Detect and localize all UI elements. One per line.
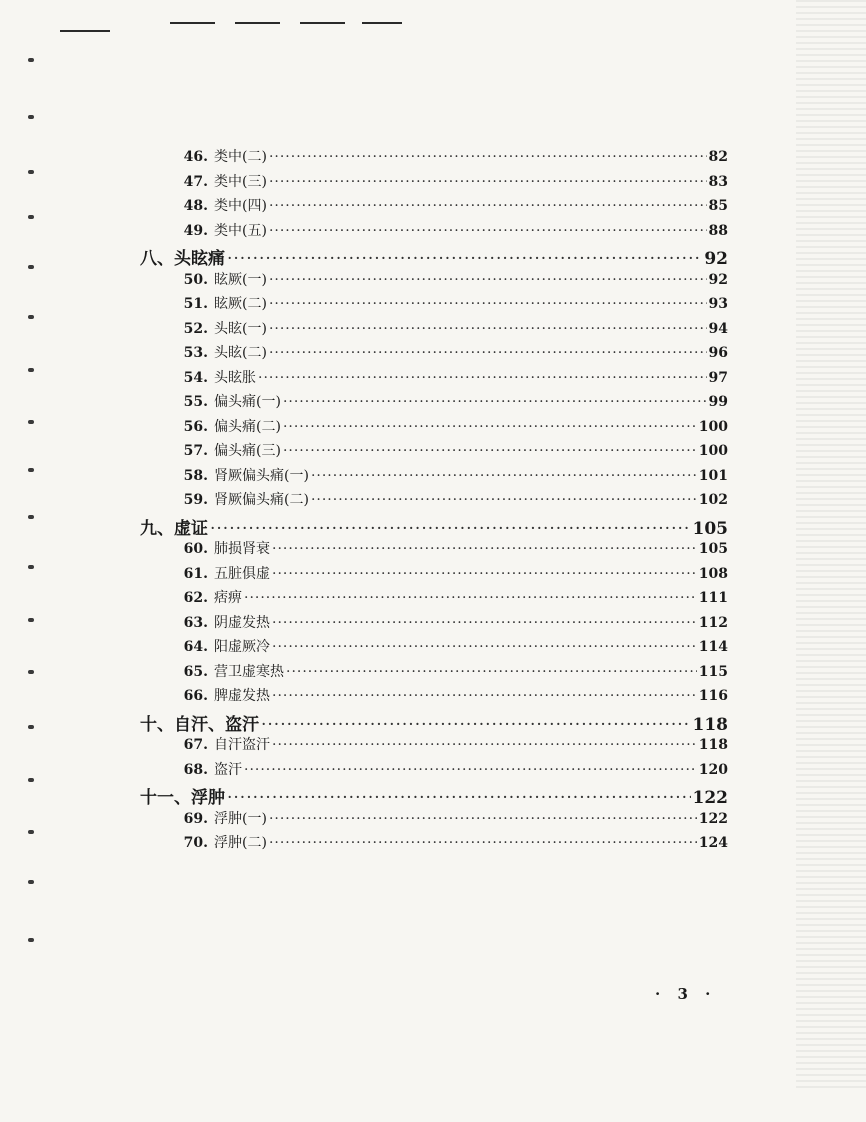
toc-page-number: 97 bbox=[708, 369, 728, 386]
toc-entry bbox=[176, 489, 728, 509]
leader-dots bbox=[272, 688, 697, 704]
leader-dots bbox=[269, 223, 707, 239]
hole-mark bbox=[28, 515, 34, 519]
toc-entry-number: 54. bbox=[183, 369, 208, 386]
toc-entry bbox=[176, 587, 728, 607]
toc-label bbox=[176, 269, 269, 289]
toc-label bbox=[176, 220, 269, 240]
toc-entry-number: 57. bbox=[183, 443, 208, 459]
toc-label bbox=[176, 636, 272, 656]
toc-section bbox=[140, 244, 728, 269]
leader-dots bbox=[261, 715, 691, 735]
toc-label bbox=[176, 808, 269, 828]
toc-label bbox=[140, 244, 227, 269]
toc-entry bbox=[176, 171, 728, 191]
toc-label bbox=[176, 195, 269, 215]
leader-dots bbox=[272, 737, 697, 753]
toc-entry bbox=[176, 465, 728, 485]
toc-title: 肾厥偏头痛(一) bbox=[214, 467, 309, 484]
scan-line bbox=[362, 22, 402, 24]
hole-mark bbox=[28, 830, 34, 834]
leader-dots bbox=[269, 198, 707, 214]
toc-label bbox=[176, 416, 283, 436]
toc-entry bbox=[176, 661, 728, 681]
leader-dots bbox=[244, 590, 697, 606]
toc-title: 痞痹 bbox=[214, 590, 242, 606]
leader-dots bbox=[283, 443, 697, 459]
toc-label bbox=[140, 710, 261, 735]
leader-dots bbox=[269, 835, 697, 851]
toc-page-number: 92 bbox=[704, 249, 728, 269]
toc-label bbox=[176, 759, 244, 779]
toc-title: 偏头痛(一) bbox=[214, 394, 281, 410]
leader-dots bbox=[269, 811, 697, 827]
hole-mark bbox=[28, 265, 34, 269]
toc-page-number: 92 bbox=[708, 271, 728, 288]
page-number: · 3 · bbox=[655, 985, 717, 1003]
scan-edge-noise bbox=[796, 0, 866, 1090]
toc-page-number: 83 bbox=[708, 173, 728, 190]
scan-line bbox=[300, 22, 345, 24]
leader-dots bbox=[244, 762, 697, 778]
toc-entry bbox=[176, 636, 728, 656]
toc-title: 八、头眩痛 bbox=[140, 249, 225, 269]
toc-page-number: 100 bbox=[698, 443, 728, 459]
toc-entry bbox=[176, 269, 728, 289]
toc-page-number: 105 bbox=[692, 518, 728, 539]
toc-entry-number: 64. bbox=[183, 639, 208, 655]
hole-mark bbox=[28, 315, 34, 319]
toc-title: 类中(三) bbox=[214, 173, 267, 190]
leader-dots bbox=[269, 149, 707, 165]
hole-mark bbox=[28, 938, 34, 942]
toc-page-number: 105 bbox=[698, 541, 728, 557]
leader-dots bbox=[227, 249, 702, 269]
toc-label bbox=[176, 465, 311, 485]
toc-entry bbox=[176, 220, 728, 240]
toc-page-number: 96 bbox=[708, 345, 728, 361]
toc-entry-number: 47. bbox=[183, 173, 208, 190]
toc-entry-number: 46. bbox=[183, 149, 208, 165]
toc-entry-number: 55. bbox=[183, 394, 208, 410]
hole-mark bbox=[28, 565, 34, 569]
leader-dots bbox=[272, 541, 697, 557]
toc-entry-number: 66. bbox=[183, 688, 208, 704]
toc-entry bbox=[176, 146, 728, 166]
toc-page-number: 122 bbox=[692, 788, 728, 808]
toc-entry-number: 58. bbox=[183, 467, 208, 484]
toc-label bbox=[176, 538, 272, 558]
toc-entry-number: 63. bbox=[183, 614, 208, 631]
toc-label bbox=[176, 146, 269, 166]
toc-page-number: 118 bbox=[692, 714, 728, 735]
hole-mark bbox=[28, 880, 34, 884]
scan-line bbox=[60, 30, 110, 32]
toc-title: 肾厥偏头痛(二) bbox=[214, 492, 309, 508]
toc-page-number: 99 bbox=[708, 394, 728, 410]
toc-title: 类中(二) bbox=[214, 149, 267, 165]
leader-dots bbox=[272, 639, 697, 655]
leader-dots bbox=[227, 788, 691, 808]
leader-dots bbox=[210, 519, 691, 539]
toc-entry-number: 65. bbox=[183, 663, 208, 680]
toc-label bbox=[176, 293, 269, 313]
toc-entry bbox=[176, 808, 728, 828]
toc-page-number: 101 bbox=[698, 467, 728, 484]
toc-label bbox=[176, 661, 286, 681]
toc-page-number: 111 bbox=[698, 590, 728, 606]
toc-page-number: 93 bbox=[708, 296, 728, 312]
toc-title: 十、自汗、盗汗 bbox=[140, 714, 259, 735]
leader-dots bbox=[283, 419, 697, 435]
leader-dots bbox=[269, 321, 707, 337]
toc-page-number: 82 bbox=[708, 149, 728, 165]
toc-entry bbox=[176, 195, 728, 215]
toc-entry bbox=[176, 367, 728, 387]
hole-mark bbox=[28, 420, 34, 424]
hole-mark bbox=[28, 215, 34, 219]
toc-title: 浮肿(二) bbox=[214, 835, 267, 851]
toc-title: 眩厥(一) bbox=[214, 271, 267, 288]
hole-mark bbox=[28, 468, 34, 472]
scan-line bbox=[235, 22, 280, 24]
leader-dots bbox=[272, 615, 697, 631]
toc-title: 自汗盗汗 bbox=[214, 737, 270, 753]
toc-page-number: 114 bbox=[698, 639, 728, 655]
toc-title: 肺损肾衰 bbox=[214, 541, 270, 557]
toc-title: 头眩(一) bbox=[214, 320, 267, 337]
page-number-value: 3 bbox=[677, 985, 694, 1003]
toc-page-number: 112 bbox=[698, 614, 728, 631]
leader-dots bbox=[272, 566, 697, 582]
leader-dots bbox=[258, 370, 707, 386]
toc-page-number: 85 bbox=[708, 198, 728, 214]
toc-entry-number: 68. bbox=[183, 761, 208, 778]
leader-dots bbox=[286, 664, 697, 680]
toc-entry-number: 48. bbox=[183, 198, 208, 214]
toc-entry-number: 60. bbox=[183, 541, 208, 557]
toc-entry-number: 69. bbox=[183, 810, 208, 827]
toc-entry bbox=[176, 832, 728, 852]
toc-label bbox=[176, 612, 272, 632]
toc-page-number: 122 bbox=[698, 810, 728, 827]
hole-mark bbox=[28, 778, 34, 782]
toc-page-number: 116 bbox=[698, 688, 728, 704]
toc-entry bbox=[176, 293, 728, 313]
toc-entry bbox=[176, 416, 728, 436]
hole-mark bbox=[28, 58, 34, 62]
toc-label bbox=[176, 587, 244, 607]
toc-entry bbox=[176, 759, 728, 779]
toc-label bbox=[176, 171, 269, 191]
toc-title: 偏头痛(三) bbox=[214, 443, 281, 459]
leader-dots bbox=[269, 174, 707, 190]
hole-mark bbox=[28, 618, 34, 622]
toc-title: 脾虚发热 bbox=[214, 688, 270, 704]
toc-label bbox=[140, 783, 227, 808]
toc-page-number: 102 bbox=[698, 492, 728, 508]
toc-label bbox=[176, 832, 269, 852]
toc-page-number: 94 bbox=[708, 320, 728, 337]
toc-label bbox=[140, 514, 210, 539]
toc-title: 营卫虚寒热 bbox=[214, 663, 284, 680]
toc-entry bbox=[176, 318, 728, 338]
toc-title: 偏头痛(二) bbox=[214, 418, 281, 435]
leader-dots bbox=[269, 272, 707, 288]
toc-title: 头眩胀 bbox=[214, 369, 256, 386]
toc-section bbox=[140, 514, 728, 539]
toc-label bbox=[176, 563, 272, 583]
toc-label bbox=[176, 391, 283, 411]
toc-entry bbox=[176, 342, 728, 362]
toc-entry-number: 59. bbox=[183, 492, 208, 508]
toc-title: 五脏俱虚 bbox=[214, 565, 270, 582]
toc-entry bbox=[176, 538, 728, 558]
toc-page-number: 118 bbox=[698, 737, 728, 753]
toc-entry-number: 53. bbox=[183, 345, 208, 361]
hole-mark bbox=[28, 670, 34, 674]
toc-page-number: 124 bbox=[698, 835, 728, 851]
toc-entry bbox=[176, 734, 728, 754]
toc-page-number: 100 bbox=[698, 418, 728, 435]
toc-title: 十一、浮肿 bbox=[140, 788, 225, 808]
toc-entry-number: 70. bbox=[183, 835, 208, 851]
toc-label bbox=[176, 342, 269, 362]
toc-entry bbox=[176, 563, 728, 583]
toc-section bbox=[140, 710, 728, 735]
leader-dots bbox=[311, 492, 697, 508]
toc-label bbox=[176, 440, 283, 460]
leader-dots bbox=[283, 394, 707, 410]
toc-title: 类中(四) bbox=[214, 198, 267, 214]
toc-label bbox=[176, 367, 258, 387]
toc-label bbox=[176, 685, 272, 705]
toc-title: 浮肿(一) bbox=[214, 810, 267, 827]
toc-title: 头眩(二) bbox=[214, 345, 267, 361]
toc-entry-number: 56. bbox=[183, 418, 208, 435]
toc-page-number: 88 bbox=[708, 222, 728, 239]
leader-dots bbox=[269, 296, 707, 312]
hole-mark bbox=[28, 368, 34, 372]
toc-entry-number: 62. bbox=[183, 590, 208, 606]
hole-mark bbox=[28, 115, 34, 119]
toc-entry-number: 52. bbox=[183, 320, 208, 337]
leader-dots bbox=[269, 345, 707, 361]
toc-page-number: 108 bbox=[698, 565, 728, 582]
leader-dots bbox=[311, 468, 697, 484]
toc-title: 盗汗 bbox=[214, 761, 242, 778]
toc-page-number: 115 bbox=[698, 663, 728, 680]
toc-entry-number: 50. bbox=[183, 271, 208, 288]
toc-entry bbox=[176, 685, 728, 705]
toc-entry bbox=[176, 391, 728, 411]
scan-line bbox=[170, 22, 215, 24]
toc-entry-number: 51. bbox=[183, 296, 208, 312]
toc-title: 阴虚发热 bbox=[214, 614, 270, 631]
toc-label bbox=[176, 489, 311, 509]
toc-entry bbox=[176, 440, 728, 460]
toc-title: 九、虚证 bbox=[140, 518, 208, 539]
hole-mark bbox=[28, 725, 34, 729]
toc-section bbox=[140, 783, 728, 808]
toc-entry-number: 49. bbox=[183, 222, 208, 239]
toc-title: 阳虚厥冷 bbox=[214, 639, 270, 655]
toc-page-number: 120 bbox=[698, 761, 728, 778]
toc-entry bbox=[176, 612, 728, 632]
toc-label bbox=[176, 318, 269, 338]
toc-label bbox=[176, 734, 272, 754]
hole-mark bbox=[28, 170, 34, 174]
toc-title: 眩厥(二) bbox=[214, 296, 267, 312]
toc-entry-number: 61. bbox=[183, 565, 208, 582]
toc-entry-number: 67. bbox=[183, 737, 208, 753]
toc-title: 类中(五) bbox=[214, 222, 267, 239]
